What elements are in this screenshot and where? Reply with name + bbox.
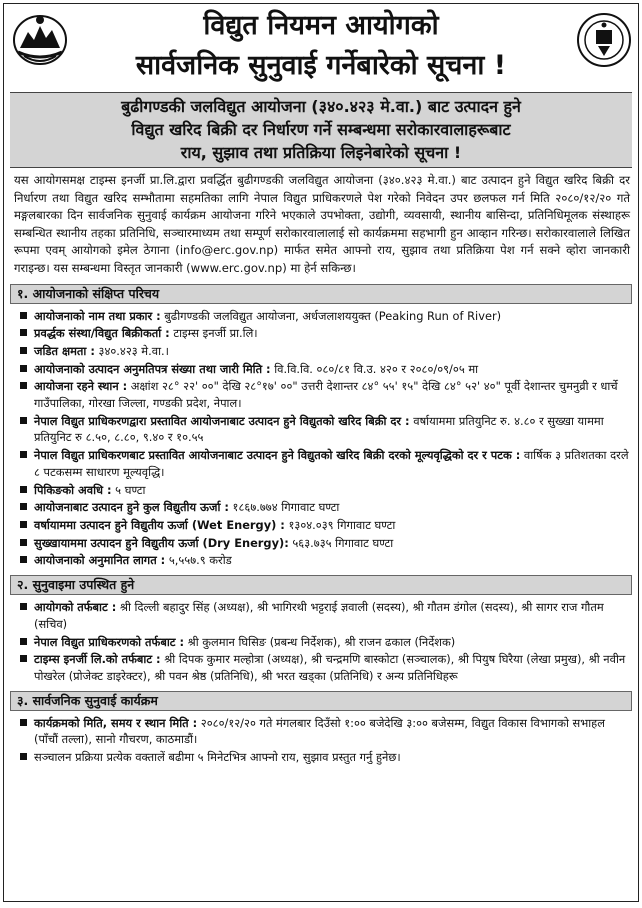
list-item: आयोजनाको अनुमानित लागत : ५,५५७.९ करोड: [18, 552, 630, 569]
section2-heading: २. सुनुवाइमा उपस्थित हुने: [10, 575, 632, 595]
list-item: आयोजना रहने स्थान : अक्षांश २८° २२' ००" देखि २८°१७' ००" उत्तरी देशान्तर ८४° ५५' १५" देखि ८४° ५२' ४०" पूर्वी देशान्तर चुमनुव्री र धार्चे गाउँपालिका, गोरखा जिल्ला, गण्डकी प्रदेश, नेपाल।: [18, 378, 630, 411]
list-item: आयोजनाको उत्पादन अनुमतिपत्र संख्या तथा जारी मिति : वि.वि.वि. ०८०/८१ वि.उ. ४२० र २०८०/०९/०५ मा: [18, 361, 630, 378]
list-item: आयोजनाको नाम तथा प्रकार : बुढीगण्डकी जलविद्युत आयोजना, अर्धजलाशययुक्त (Peaking Run of River): [18, 308, 630, 325]
list-item: पिकिङको अवधि : ५ घण्टा: [18, 482, 630, 499]
subject-line-1: बुढीगण्डकी जलविद्युत आयोजना (३४०.४२३ मे.वा.) बाट उत्पादन हुने: [121, 97, 521, 116]
nepal-emblem-icon: [10, 10, 70, 68]
list-item: जडित क्षमता : ३४०.४२३ मे.वा.।: [18, 343, 630, 360]
erc-logo-icon: [576, 12, 632, 68]
list-item: कार्यक्रमको मिति, समय र स्थान मिति : २०८०/१२/२० गते मंगलबार दिउँसो १:०० बजेदेखि ३:०० बजेसम्म, विद्युत विकास विभागको सभाहल (पाँचौं तल्ला), सानो गौचरण, काठमाडौं।: [18, 715, 630, 748]
subject-line-2: विद्युत खरिद बिक्री दर निर्धारण गर्ने सम्बन्धमा सरोकारवालाहरूबाट: [131, 120, 511, 139]
intro-paragraph: यस आयोगसमक्ष टाइम्स इनर्जी प्रा.लि.द्वारा प्रवर्द्धित बुढीगण्डकी जलविद्युत आयोजना (३४०.४२३ मे.वा.) बाट उत्पादन हुने विद्युत खरिद बिक्री दर निर्धारण तथा विद्युत खरिद सम्भौतामा सहमतिका लागि नेपाल विद्युत प्राधिकरणले पेश गरेको निवेदन उपर छलफल गर्न मिति २०८०/१२/२० गते मङ्गलबारका दिन सार्वजनिक सुनुवाई कार्यक्रम आयोजना गरिने भएकाले उपभोक्ता, उद्योगी, व्यवसायी, स्थानीय बासिन्दा, प्रतिनिधिमूलक संस्थाहरू सम्बन्धित स्थानीय तहका प्रतिनिधि, सञ्चारमाध्यम तथा सम्पूर्ण सरोकारवालालाई सो कार्यक्रममा सहभागी हुन आव्हान गरिन्छ। सरोकारवालाले लिखित रूपमा एवम् आयोगको इमेल ठेगाना (info@erc.gov.np) मार्फत समेत आफ्नो राय, सुझाव तथा प्रतिक्रिया पेश गर्न सक्ने व्होरा जानकारी गराइन्छ। यस सम्बन्धमा विस्तृत जानकारी (www.erc.gov.np) मा हेर्न सकिन्छ।: [14, 173, 630, 275]
subject-line-3: राय, सुझाव तथा प्रतिक्रिया लिइनेबारेको सूचना !: [180, 143, 462, 162]
list-item: नेपाल विद्युत प्राधिकरणद्वारा प्रस्तावित आयोजनाबाट उत्पादन हुने विद्युतको खरिद बिक्री दर : वर्षायाममा प्रतियुनिट रु. ४.८० र सुख्खा याममा प्रतियुनिट रु ८.५०, ८.८०, ९.४० र १०.५५: [18, 413, 630, 446]
section2-list: [4, 599, 638, 685]
section3-list: [4, 715, 638, 766]
list-item: टाइम्स इनर्जी लि.को तर्फबाट : श्री दिपक कुमार मल्होत्रा (अध्यक्ष), श्री चन्द्रमणि बास्कोटा (सञ्चालक), श्री पियुष घिरैया (लेखा प्रमुख), श्री नवीन पोखरेल (प्रोजेक्ट डाइरेक्टर), श्री पवन श्रेष्ठ (प्रतिनिधि), श्री भरत खड्का (प्रतिनिधि) र अन्य प्रतिनिधिहरू: [18, 651, 630, 684]
list-item: आयोजनाबाट उत्पादन हुने कुल विद्युतीय ऊर्जा : १८६७.७७४ गिगावाट घण्टा: [18, 499, 630, 516]
section1-heading: १. आयोजनाको संक्षिप्त परिचय: [10, 284, 632, 304]
section1-list: [4, 308, 638, 570]
list-item: सुख्खायाममा उत्पादन हुने विद्युतीय ऊर्जा (Dry Energy): ५६३.७३५ गिगावाट घण्टा: [18, 535, 630, 552]
list-item: आयोगको तर्फबाट : श्री दिल्ली बहादुर सिंह (अध्यक्ष), श्री भागिरथी भट्टराई ज्ञवाली (सदस्य), श्री गौतम डंगोल (सदस्य), श्री सागर राज गौतम (सचिव): [18, 599, 630, 632]
list-item: सञ्चालन प्रक्रिया प्रत्येक वक्तालें बढीमा ५ मिनेटभित्र आफ्नो राय, सुझाव प्रस्तुत गर्नु हुनेछ।: [18, 749, 630, 766]
list-item: नेपाल विद्युत प्राधिकरणबाट प्रस्तावित आयोजनाबाट उत्पादन हुने विद्युतको खरिद बिक्री दरको मूल्यवृद्धिको दर र पटक : वार्षिक ३ प्रतिशतका दरले ८ पटकसम्म साधारण मूल्यवृद्धि।: [18, 447, 630, 480]
notice-page: [3, 3, 639, 902]
page-subtitle-heading: सार्वजनिक सुनुवाई गर्नेबारेको सूचना !: [135, 50, 507, 81]
header: [4, 4, 638, 92]
list-item: वर्षायाममा उत्पादन हुने विद्युतीय ऊर्जा (Wet Energy) : १३०४.०३९ गिगावाट घण्टा: [18, 517, 630, 534]
page-title: विद्युत नियमन आयोगको: [203, 10, 439, 41]
section3-heading: ३. सार्वजनिक सुनुवाई कार्यक्रम: [10, 691, 632, 711]
list-item: नेपाल विद्युत प्राधिकरणको तर्फबाट : श्री कुलमान घिसिङ (प्रबन्ध निर्देशक), श्री राजन ढकाल (निर्देशक): [18, 634, 630, 651]
list-item: प्रवर्द्धक संस्था/विद्युत बिक्रीकर्ता : टाइम्स इनर्जी प्रा.लि।: [18, 325, 630, 342]
subject-banner: [10, 92, 632, 168]
